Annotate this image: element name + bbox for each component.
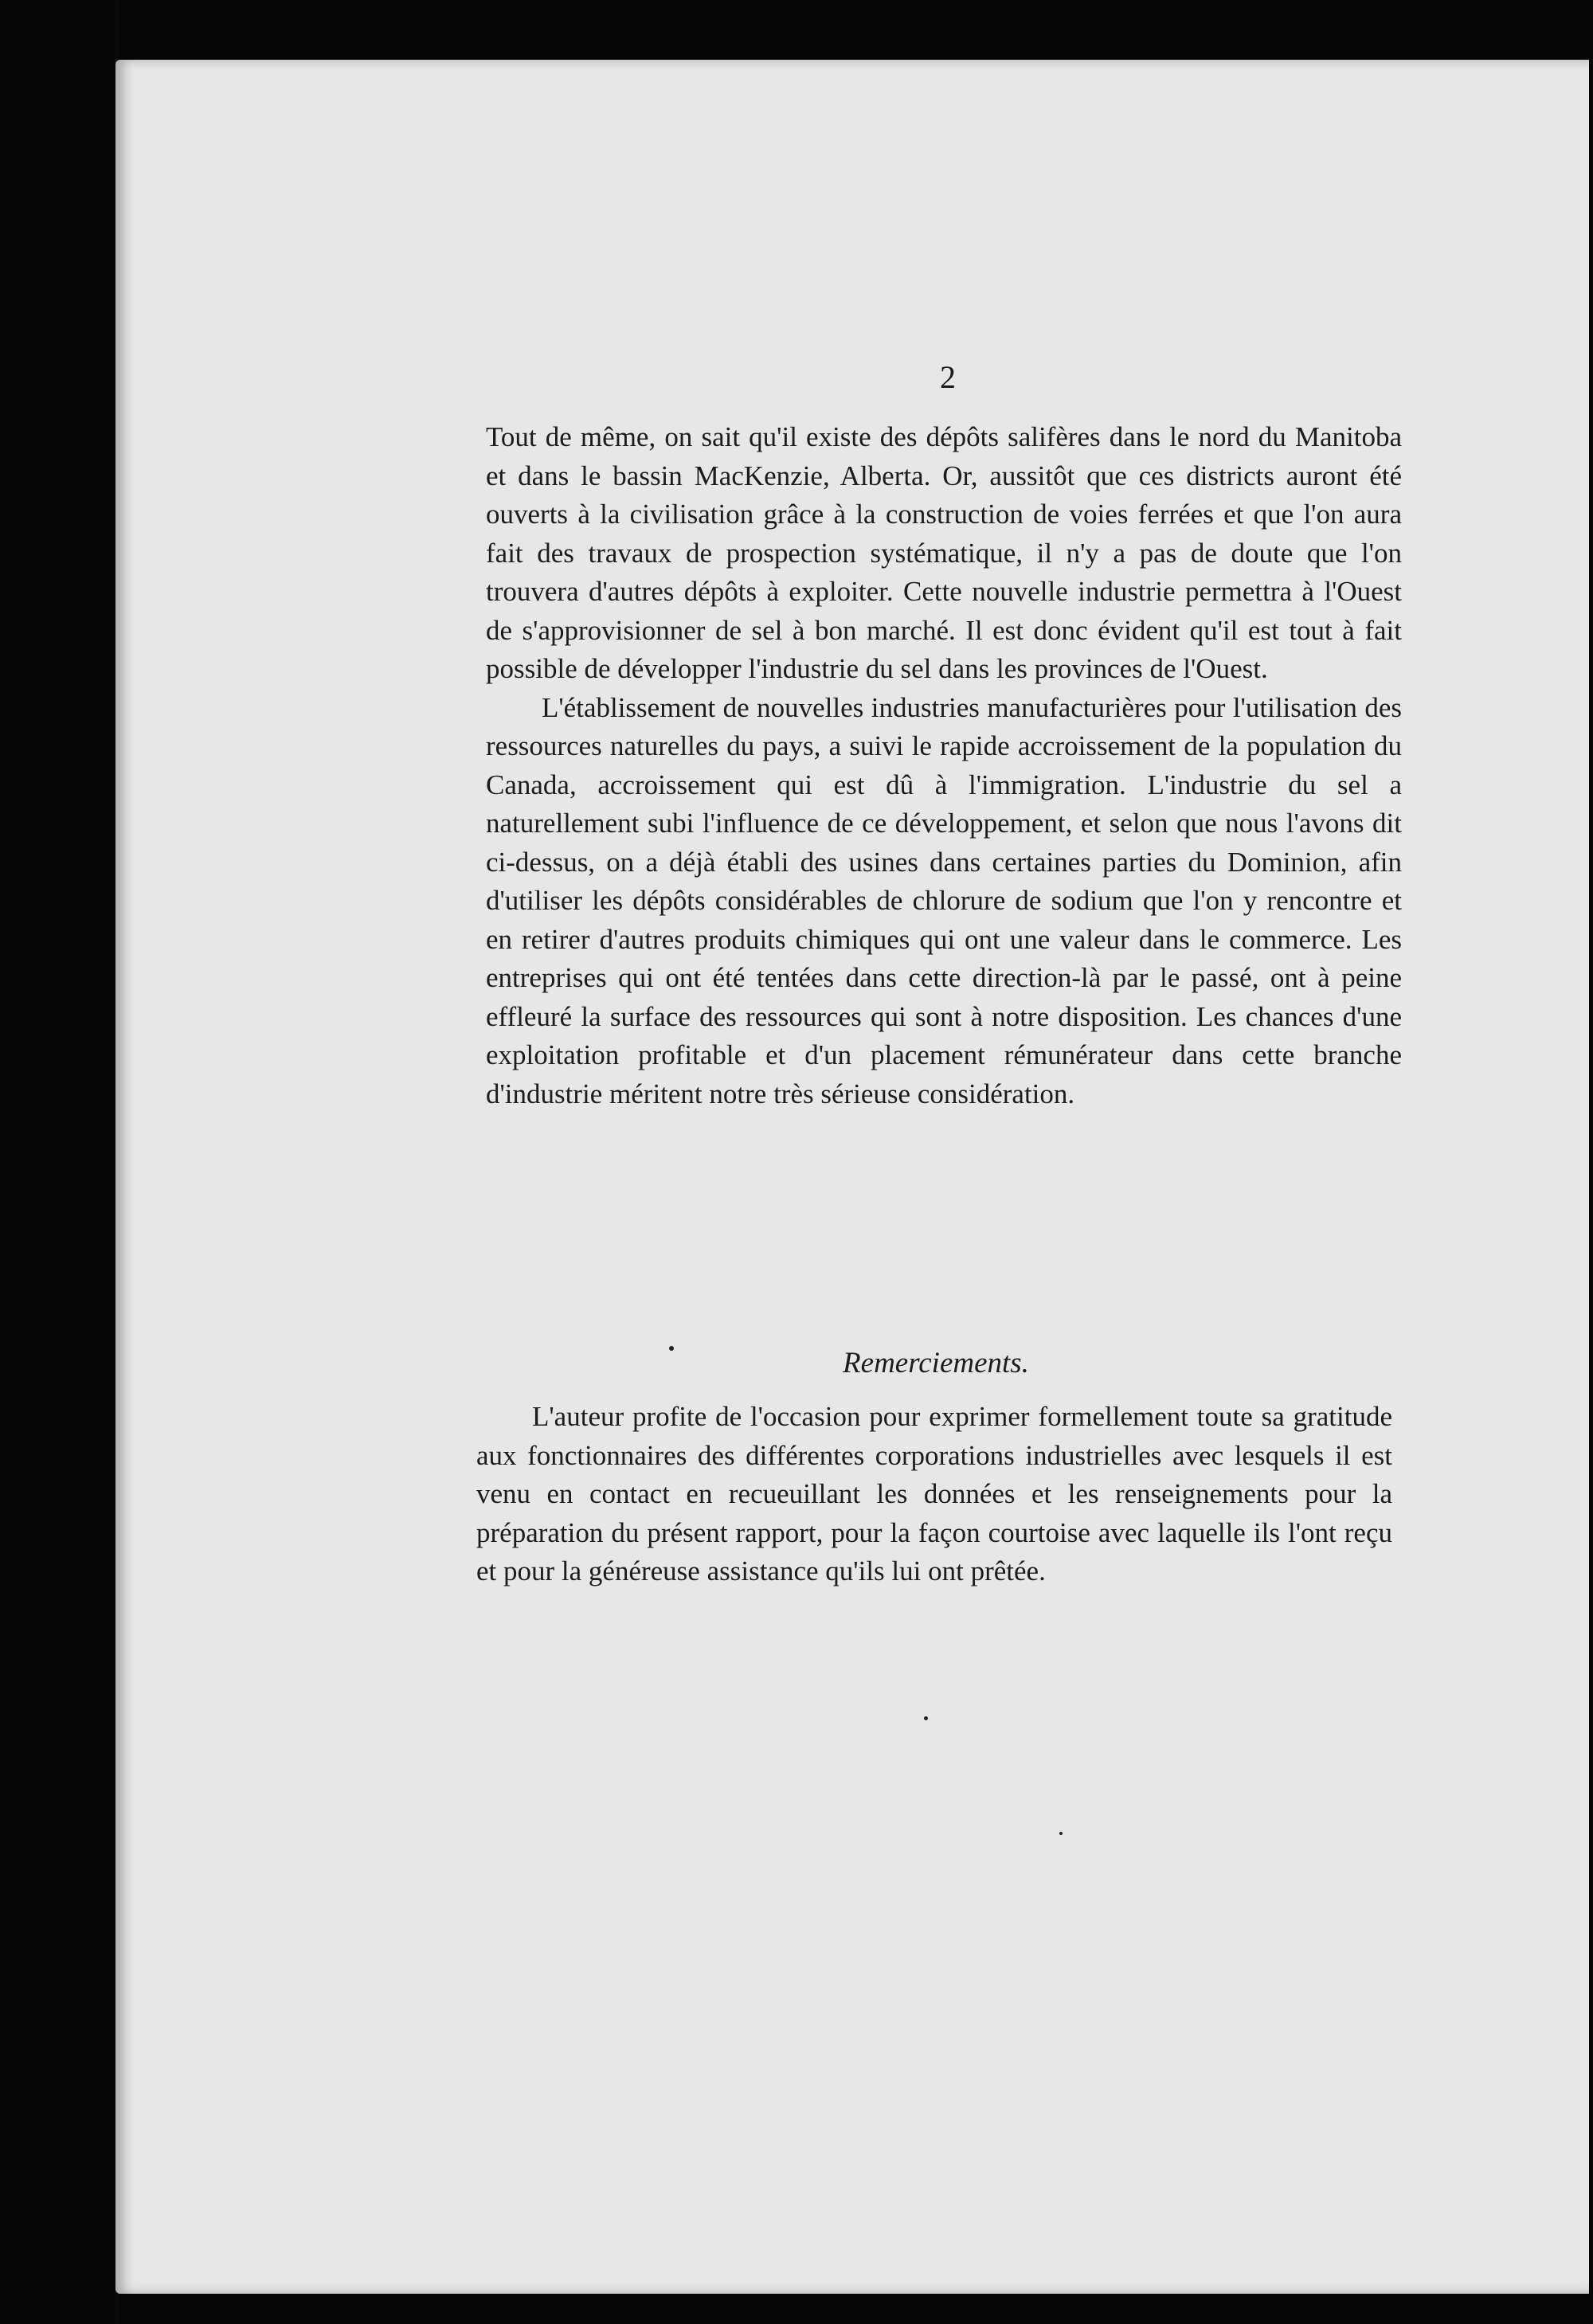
body-text — [486, 418, 1402, 1113]
scan-border — [0, 0, 119, 2324]
page-number: 2 — [940, 359, 956, 395]
paragraph: L'établissement de nouvelles industries manufacturières pour l'utilisation des ressources naturelles du pays, a suivi le rapide accroissement de la population du Canada, accroissement qui est dû à l'immigration. L'industrie du sel a naturellement subi l'influence de ce développement, et selon que nous l'avons dit ci-dessus, on a déjà établi des usines dans certaines parties du Dominion, afin d'utiliser les dépôts considérables de chlorure de sodium que l'on y rencontre et en retirer d'autres produits chimiques qui ont une valeur dans le commerce. Les entreprises qui ont été tentées dans cette direction-là par le passé, ont à peine effleuré la surface des ressources qui sont à notre disposition. Les chances d'une exploitation profitable et d'un placement rémunérateur dans cette branche d'industrie méritent notre très sérieuse considération. — [486, 691, 1402, 1109]
dust-speck — [1059, 1832, 1063, 1835]
dust-speck — [924, 1716, 928, 1720]
paragraph: Tout de même, on sait qu'il existe des dépôts salifères dans le nord du Manitoba et dans le bassin MacKenzie, Alberta. Or, aussitôt que ces districts auront été ouverts à la civilisation grâce à la construction de voies ferrées et que l'on aura fait des travaux de prospection systématique, il n'y a pas de doute que l'on trouvera d'autres dépôts à exploiter. Cette nouvelle industrie permettra à l'Ouest de s'approvisionner de sel à bon marché. Il est donc évident qu'il est tout à fait possible de développer l'industrie du sel dans les provinces de l'Ouest. — [486, 421, 1402, 684]
section-heading: Remerciements. — [843, 1347, 1029, 1379]
document-page — [115, 60, 1589, 2294]
acknowledgement-paragraph: L'auteur profite de l'occasion pour exprimer formellement toute sa gratitude aux fonctionnaires des différentes corporations industrielles avec lesquels il est venu en contact en recueuillant les données et les renseignements pour la préparation du présent rapport, pour la façon courtoise avec laquelle ils l'ont reçu et pour la généreuse assistance qu'ils lui ont prêtée. — [476, 1401, 1392, 1587]
